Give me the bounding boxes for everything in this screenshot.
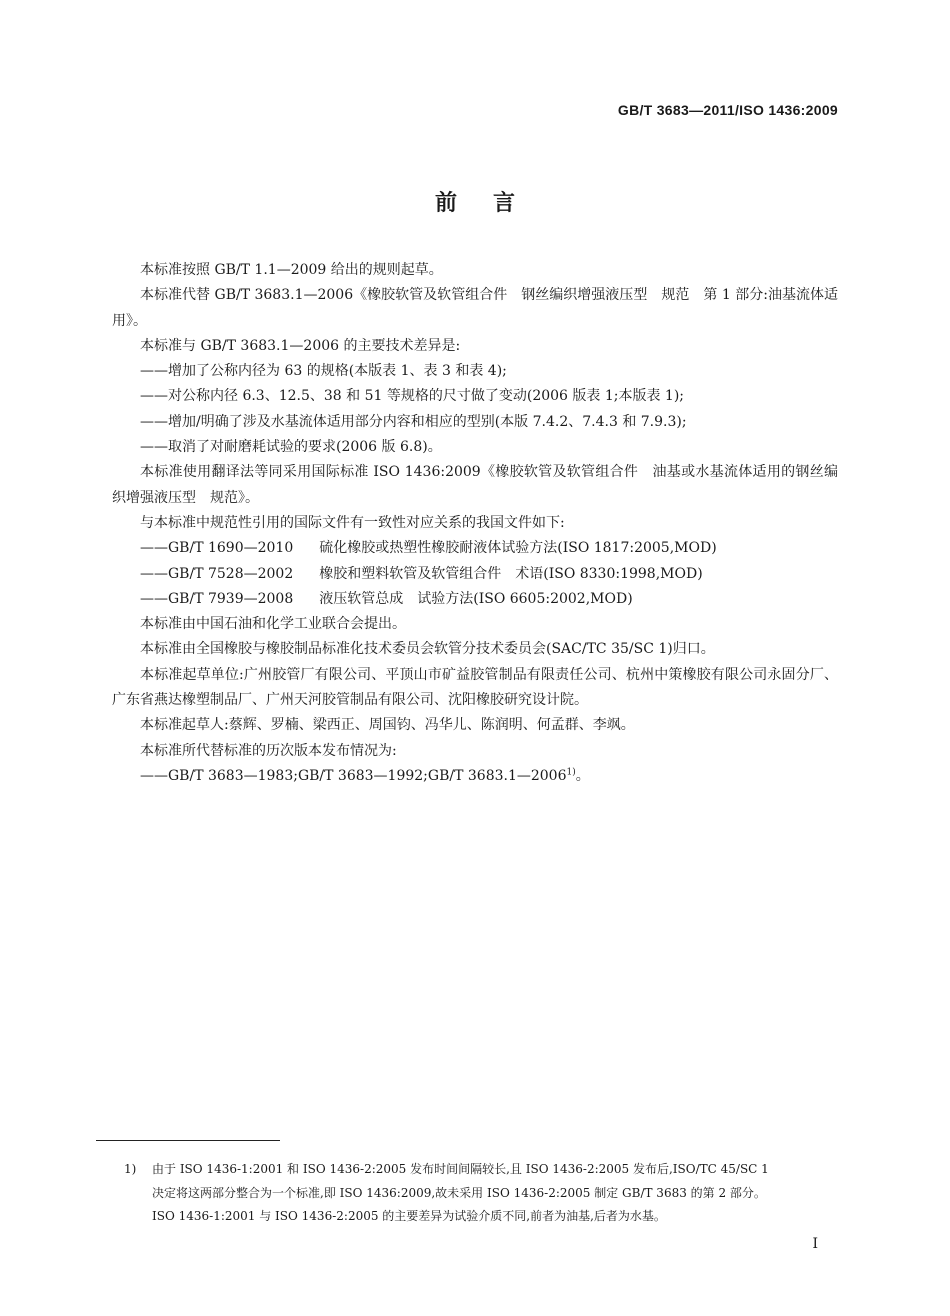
paragraph: 本标准由全国橡胶与橡胶制品标准化技术委员会软管分技术委员会(SAC/TC 35/SC 1)归口。 xyxy=(140,641,715,658)
footnote-mark: 1) xyxy=(124,1162,137,1176)
list-item: ——增加了公称内径为 63 的规格(本版表 1、表 3 和表 4); xyxy=(140,363,507,380)
paragraph: 本标准起草人:蔡辉、罗楠、梁西正、周国钧、冯华儿、陈润明、何孟群、李飒。 xyxy=(140,717,635,734)
footnote xyxy=(124,1158,840,1229)
list-item: ——增加/明确了涉及水基流体适用部分内容和相应的型别(本版 7.4.2、7.4.3 和 7.9.3); xyxy=(140,413,687,430)
document-body xyxy=(112,258,838,789)
footnote-line: 决定将这两部分整合为一个标准,即 ISO 1436:2009,故未采用 ISO 1436-2:2005 制定 GB/T 3683 的第 2 部分。 xyxy=(152,1185,766,1200)
list-item: ——对公称内径 6.3、12.5、38 和 51 等规格的尺寸做了变动(2006 版表 1;本版表 1); xyxy=(140,388,685,405)
footnote-line: ISO 1436-1:2001 与 ISO 1436-2:2005 的主要差异为试验介质不同,前者为油基,后者为水基。 xyxy=(152,1209,666,1223)
footnote-text: 由于 ISO 1436-1:2001 和 ISO 1436-2:2005 发布时间间隔较长,且 ISO 1436-2:2005 发布后,ISO/TC 45/SC 1 xyxy=(152,1162,769,1176)
reference-item xyxy=(112,562,838,587)
footnote-ref[interactable]: 1) xyxy=(566,767,576,778)
paragraph: 本标准使用翻译法等同采用国际标准 ISO 1436:2009《橡胶软管及软管组合件 油基或水基流体适用的钢丝编织增强液压型 规范》。 xyxy=(112,464,838,506)
history-list xyxy=(112,764,838,789)
page-number: I xyxy=(812,1236,818,1252)
paragraph: 本标准与 GB/T 3683.1—2006 的主要技术差异是: xyxy=(140,337,461,354)
paragraph: 本标准起草单位:广州胶管厂有限公司、平顶山市矿益胶管制品有限责任公司、杭州中策橡胶有限公司永固分厂、广东省燕达橡塑制品厂、广州天河胶管制品有限公司、沈阳橡胶研究设计院。 xyxy=(112,666,838,709)
reference-code: ——GB/T 7939—2008 xyxy=(140,590,294,607)
reference-title: 液压软管总成 试验方法(ISO 6605:2002,MOD) xyxy=(319,590,633,607)
reference-code: ——GB/T 1690—2010 xyxy=(140,540,294,557)
list-item: ——取消了对耐磨耗试验的要求(2006 版 6.8)。 xyxy=(140,439,442,456)
page-title: 前言 xyxy=(434,190,551,216)
paragraph: 与本标准中规范性引用的国际文件有一致性对应关系的我国文件如下: xyxy=(140,514,565,531)
paragraph: 本标准按照 GB/T 1.1—2009 给出的规则起草。 xyxy=(140,262,443,278)
document-code: GB/T 3683—2011/ISO 1436:2009 xyxy=(617,102,838,118)
paragraph: 本标准所代替标准的历次版本发布情况为: xyxy=(140,742,397,759)
paragraph: 本标准代替 GB/T 3683.1—2006《橡胶软管及软管组合件 钢丝编织增强液压型 规范 第 1 部分:油基流体适用》。 xyxy=(112,287,838,329)
reference-code: ——GB/T 7528—2002 xyxy=(140,565,294,582)
footnote-rule xyxy=(96,1140,280,1141)
history-end: 。 xyxy=(575,767,590,784)
paragraph: 本标准由中国石油和化学工业联合会提出。 xyxy=(140,616,406,633)
reference-title: 硫化橡胶或热塑性橡胶耐液体试验方法(ISO 1817:2005,MOD) xyxy=(319,540,717,557)
history-text: ——GB/T 3683—1983;GB/T 3683—1992;GB/T 3683.1—2006 xyxy=(140,767,567,784)
reference-item xyxy=(112,587,838,612)
footnote-line xyxy=(124,1158,840,1182)
reference-title: 橡胶和塑料软管及软管组合件 术语(ISO 8330:1998,MOD) xyxy=(319,565,703,582)
reference-item xyxy=(112,536,838,561)
